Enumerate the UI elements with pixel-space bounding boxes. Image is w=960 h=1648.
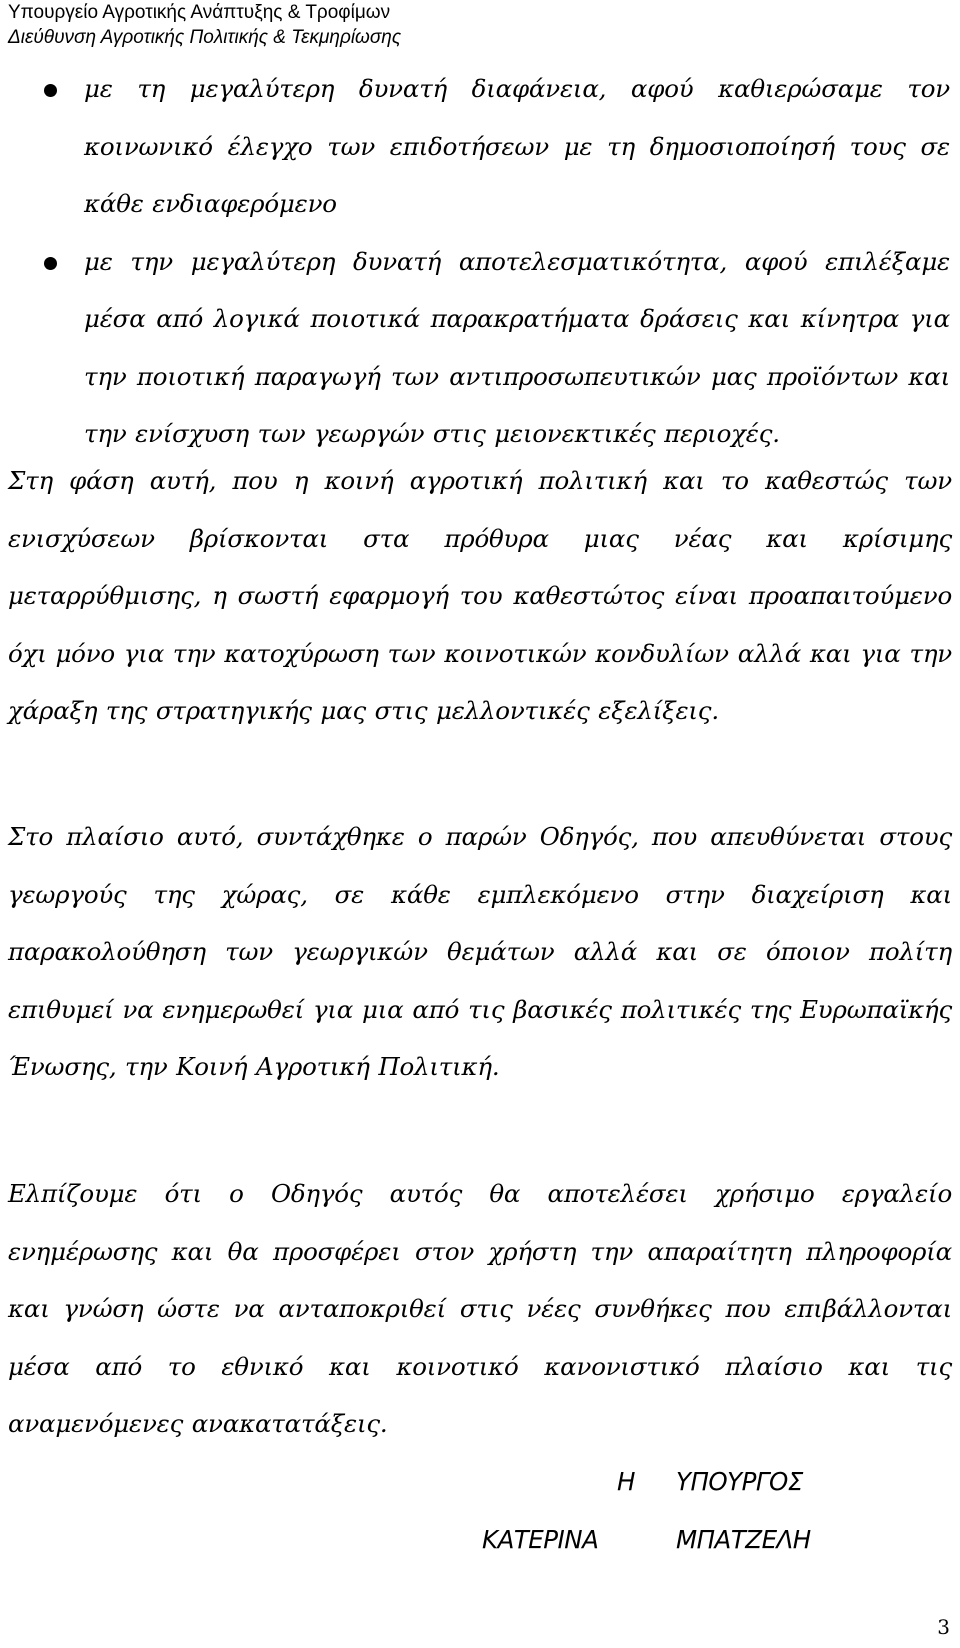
bullet-text: με τη μεγαλύτερη δυνατή διαφάνεια, αφού καθιερώσαμε τον κοινωνικό έλεγχο των επιδοτήσεων με τη δημοσιοποίησή τους σε κάθε ενδιαφερόμενο bbox=[84, 74, 950, 218]
signature-article: Η bbox=[617, 1467, 635, 1496]
paragraph-reform-phase: Στη φάση αυτή, που η κοινή αγροτική πολιτική και το καθεστώς των ενισχύσεων βρίσκονται στα πρόθυρα μιας νέας και κρίσιμης μεταρρύθμισης, η σωστή εφαρμογή του καθεστώτος είναι προαπαιτούμενο όχι μόνο για την κατοχύρωση των κοινοτικών κονδυλίων αλλά και για την χάραξη της στρατηγικής μας στις μελλοντικές εξελίξεις. bbox=[8, 466, 952, 725]
bullet-list bbox=[0, 60, 960, 463]
bullet-item-transparency bbox=[0, 60, 960, 233]
bullet-text: με την μεγαλύτερη δυνατή αποτελεσματικότητα, αφού επιλέξαμε μέσα από λογικά ποιοτικά παρακρατήματα δράσεις και κίνητρα για την ποιοτική παραγωγή των αντιπροσωπευτικών μας προϊόντων και την ενίσχυση των γεωργών στις μειονεκτικές περιοχές. bbox=[84, 246, 950, 448]
page-number: 3 bbox=[937, 1615, 950, 1639]
signature-first-name: ΚΑΤΕΡΙΝΑ bbox=[482, 1525, 599, 1554]
signature-title: ΥΠΟΥΡΓΟΣ bbox=[676, 1467, 803, 1496]
bullet-icon bbox=[44, 257, 57, 270]
header-directorate: Διεύθυνση Αγροτικής Πολιτικής & Τεκμηρίωσης bbox=[8, 27, 402, 48]
bullet-icon bbox=[44, 84, 57, 97]
header-ministry: Υπουργείο Αγροτικής Ανάπτυξης & Τροφίμων bbox=[8, 2, 391, 23]
paragraph-closing-hope: Ελπίζουμε ότι ο Οδηγός αυτός θα αποτελέσει χρήσιμο εργαλείο ενημέρωσης και θα προσφέρει στον χρήστη την απαραίτητη πληροφορία και γνώση ώστε να ανταποκριθεί στις νέες συνθήκες που επιβάλλονται μέσα από το εθνικό και κοινοτικό κανονιστικό πλαίσιο και τις αναμενόμενες ανακατατάξεις. bbox=[8, 1179, 952, 1438]
bullet-item-effectiveness bbox=[0, 233, 960, 463]
document-header bbox=[8, 0, 401, 50]
paragraph-guide-purpose: Στο πλαίσιο αυτό, συντάχθηκε ο παρών Οδηγός, που απευθύνεται στους γεωργούς της χώρας, σε κάθε εμπλεκόμενο στην διαχείριση και παρακολούθηση των γεωργικών θεμάτων αλλά και σε όποιον πολίτη επιθυμεί να ενημερωθεί για μια από τις βασικές πολιτικές της Ευρωπαϊκής Ένωσης, την Κοινή Αγροτική Πολιτική. bbox=[8, 822, 952, 1081]
signature-last-name: ΜΠΑΤΖΕΛΗ bbox=[676, 1525, 811, 1554]
